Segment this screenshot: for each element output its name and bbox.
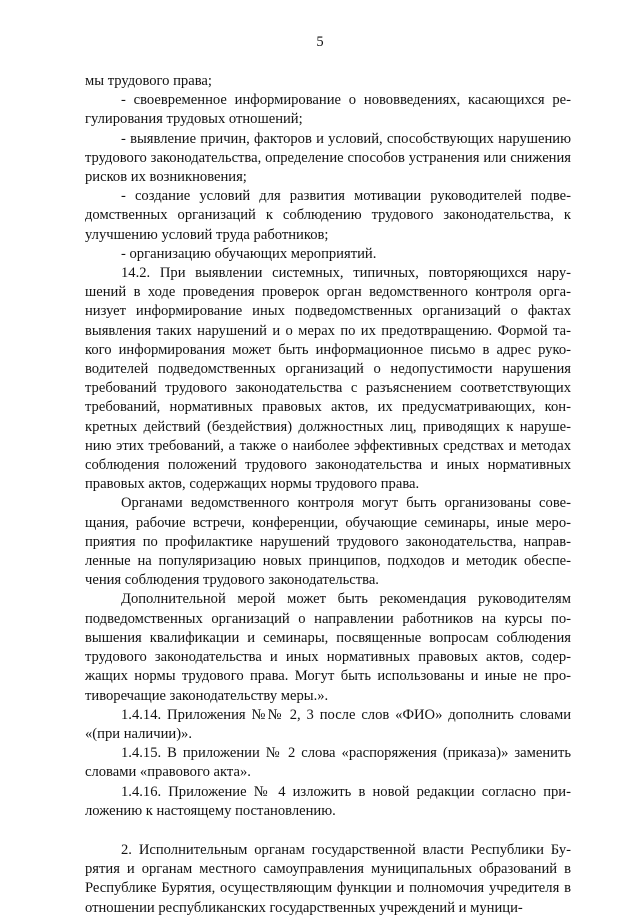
list-item-causes: - выявление причин, факторов и условий, способствующих нарушению трудового законодательства, определение способов устранения или снижения рисков их возникновения; <box>85 130 571 186</box>
paragraph-2: 2. Исполнительным органам государственной власти Республики Бурятия и органам местного самоуправления муниципальных образований в Республике Бурятия, осуществляющим функции и полномочия учредителя в отношении республиканских государственных учреждений и муници- <box>85 841 571 916</box>
paragraph-additional-measure: Дополнительной мерой может быть рекомендация руководителям подведомственных организаций о направлении работников на курсы повышения квалификации и семинары, посвященные вопросам соблюдения трудового законодательства и иных нормативных правовых актов, содержащих нормы трудового права. Могут быть использованы и иные не противоречащие законодательству меры.». <box>85 591 571 704</box>
document-body <box>85 72 571 918</box>
page-number: 5 <box>316 34 324 50</box>
paragraph-1-4-16: 1.4.16. Приложение № 4 изложить в новой редакции согласно приложению к настоящему постановлению. <box>85 783 571 819</box>
list-item-training: - организацию обучающих мероприятий. <box>121 245 377 262</box>
paragraph-continuation: мы трудового права; <box>85 73 212 89</box>
list-item-motivation: - создание условий для развития мотивации руководителей подведомственных организаций к соблюдению трудового законодательства, к улучшению условий труда работников; <box>85 188 571 243</box>
paragraph-1-4-14: 1.4.14. Приложения №№ 2, 3 после слов «ФИО» дополнить словами «(при наличии)». <box>85 706 571 742</box>
list-item-informing: - своевременное информирование о нововведениях, касающихся регулирования трудовых отношений; <box>85 92 571 128</box>
section-gap <box>85 821 571 841</box>
paragraph-1-4-15: 1.4.15. В приложении № 2 слова «распоряжения (приказа)» заменить словами «правового акта». <box>85 745 571 781</box>
paragraph-meetings: Органами ведомственного контроля могут быть организованы совещания, рабочие встречи, конференции, обучающие семинары, иные мероприятия по профилактике нарушений трудового законодательства, направленные на популяризацию новых принципов, подходов и методик обеспечения соблюдения трудового законодательства. <box>85 495 571 589</box>
paragraph-14-2: 14.2. При выявлении системных, типичных, повторяющихся нарушений в ходе проведения проверок орган ведомственного контроля организует информирование иных подведомственных организаций о фактах выявления таких нарушений и о мерах по их предотвращению. Формой такого информирования может быть информационное письмо в адрес руководителей подведомственных организаций о недопустимости нарушения требований трудового законодательства с разъяснением соответствующих требований, нормативных правовых актов, их предусматривающих, конкретных действий (бездействия) должностных лиц, приводящих к нарушению этих требований, а также о наиболее эффективных средствах и методах соблюдения положений трудового законодательства и иных нормативных правовых актов, содержащих нормы трудового права. <box>85 265 571 493</box>
